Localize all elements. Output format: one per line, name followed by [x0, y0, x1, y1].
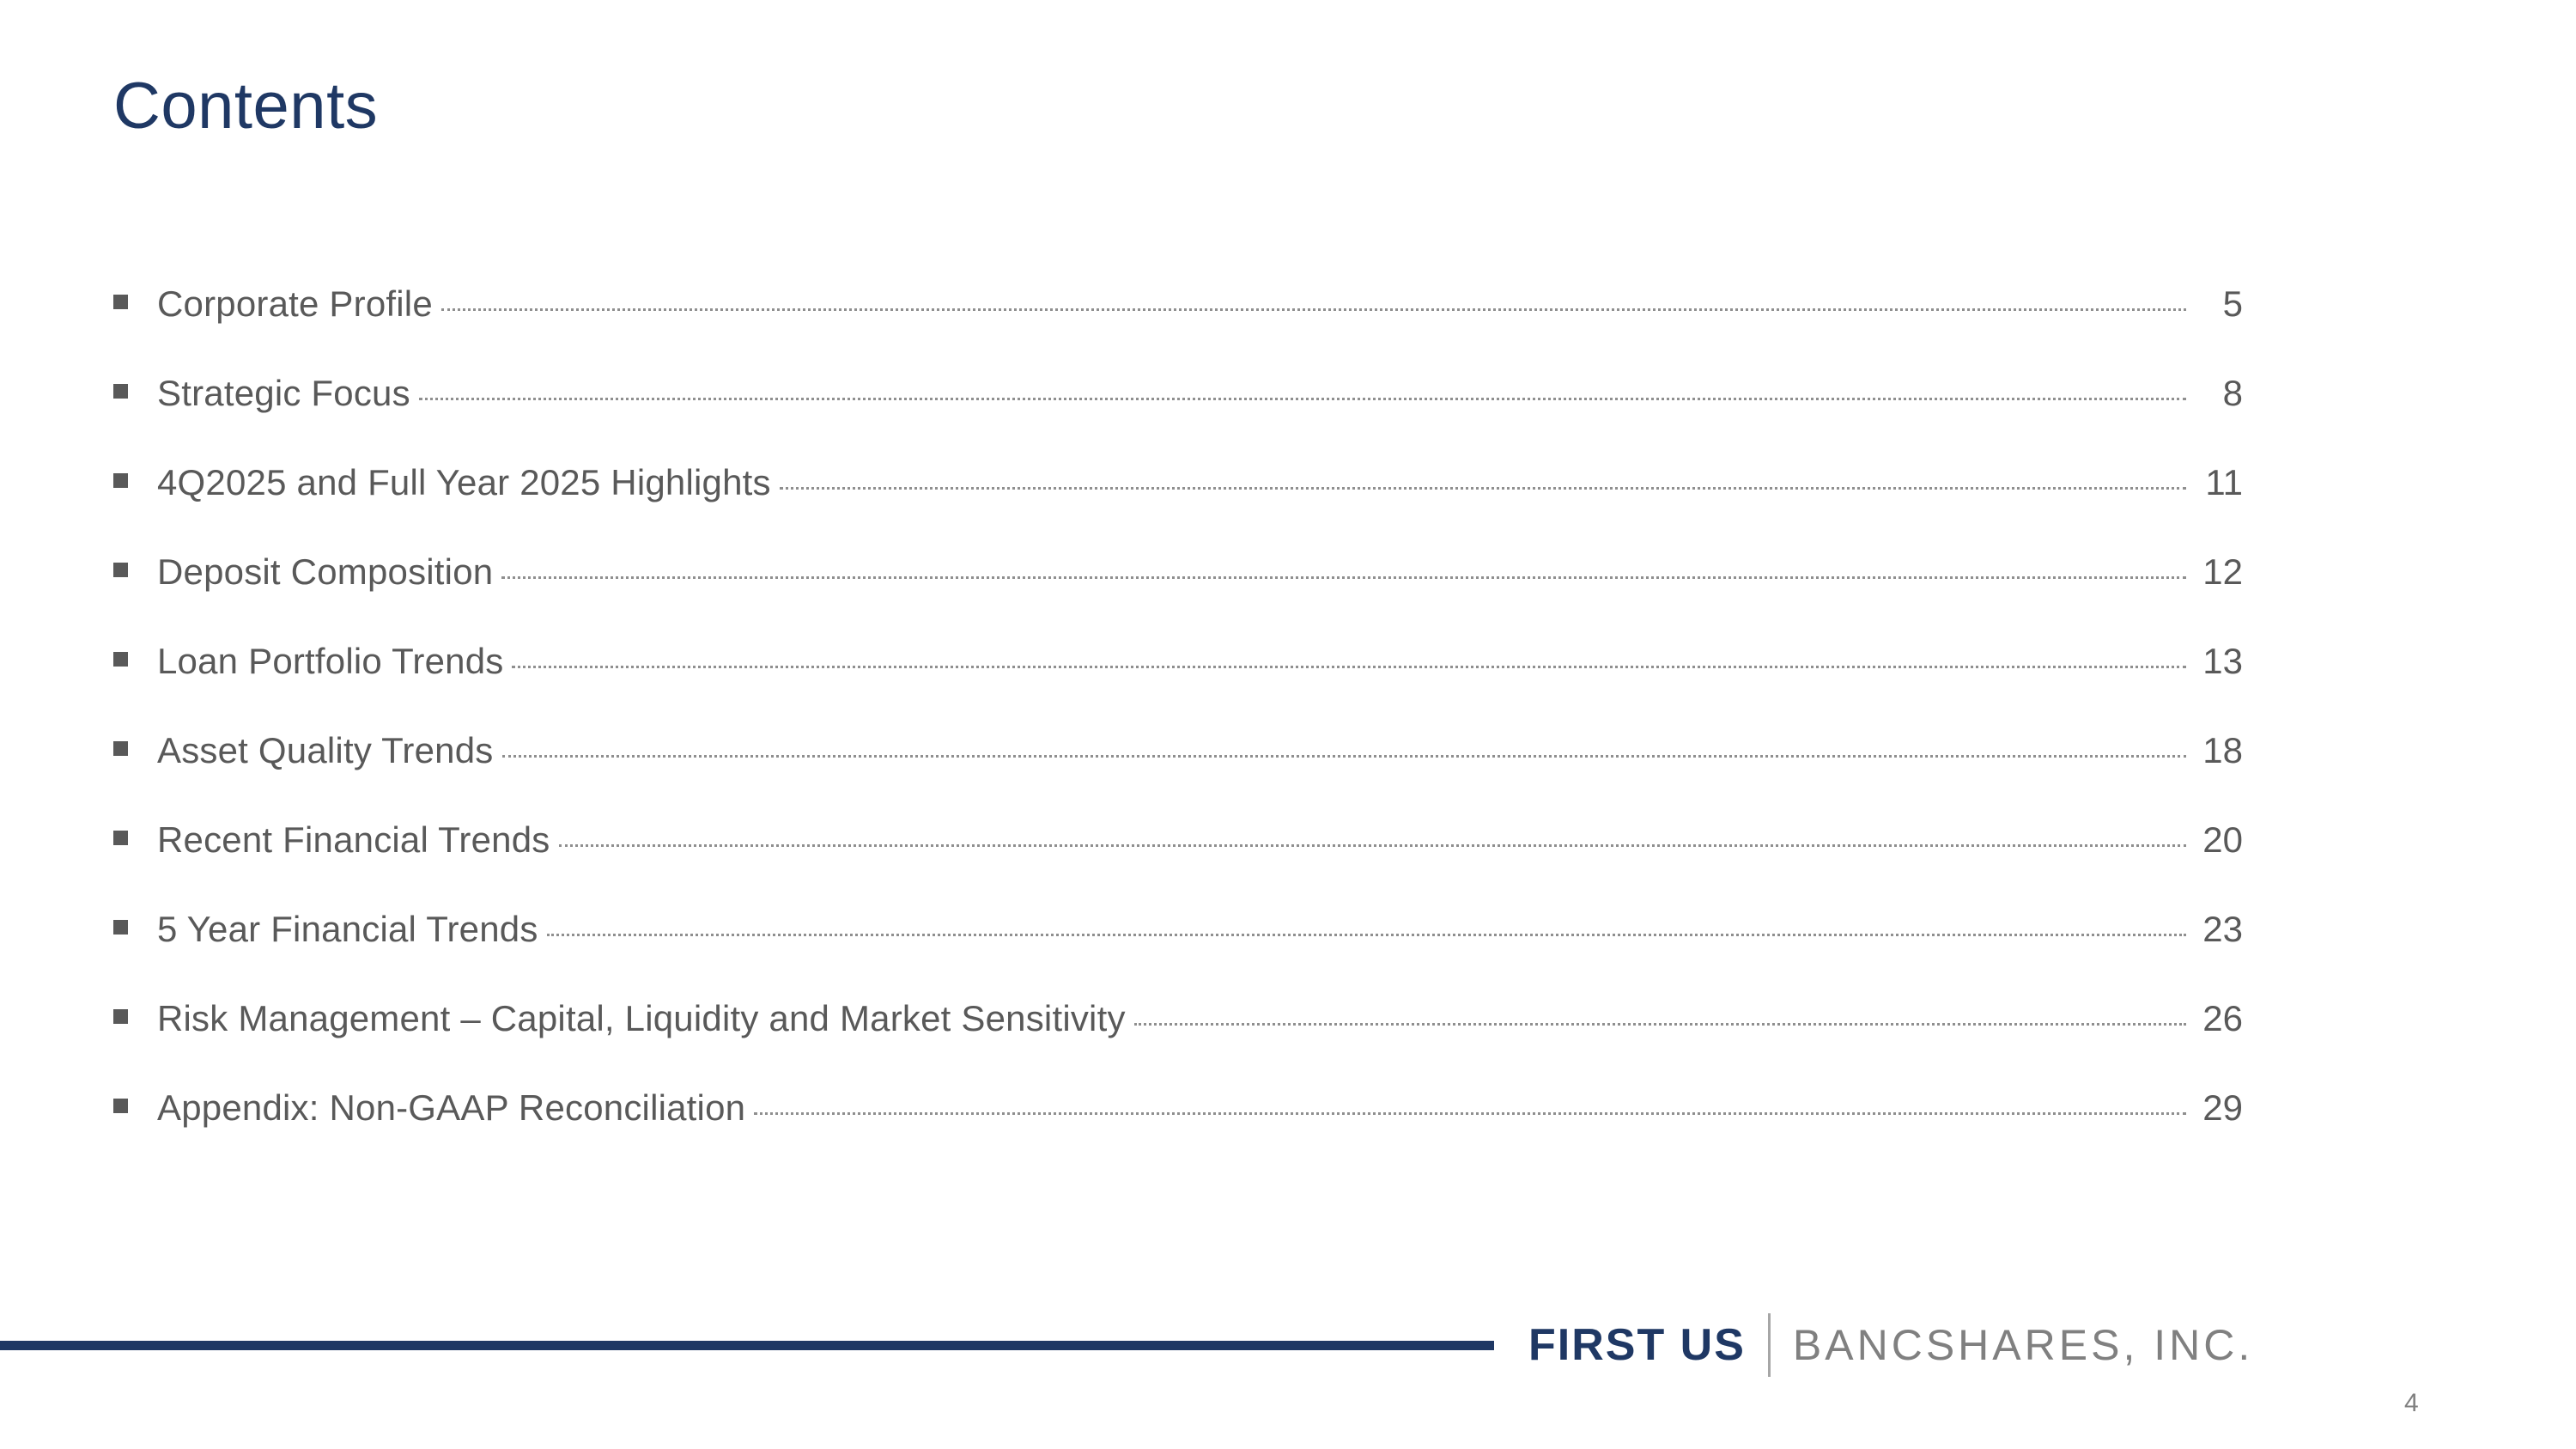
logo-separator	[1768, 1313, 1771, 1377]
toc-entry-label: Appendix: Non-GAAP Reconciliation	[157, 1087, 746, 1128]
footer-divider	[0, 1341, 1494, 1350]
list-item[interactable]	[113, 641, 2243, 730]
toc-entry-page: 12	[2202, 551, 2243, 592]
square-bullet-icon	[113, 563, 128, 577]
square-bullet-icon	[113, 652, 128, 667]
dot-leader	[512, 666, 2186, 668]
dot-leader	[547, 934, 2186, 936]
page-number: 4	[2404, 1389, 2419, 1417]
toc-entry-label: Strategic Focus	[157, 373, 410, 413]
list-item[interactable]	[113, 998, 2243, 1087]
toc-entry-label: Corporate Profile	[157, 283, 433, 324]
logo-primary-text: FIRST US	[1528, 1320, 1746, 1370]
list-item[interactable]	[113, 819, 2243, 909]
toc-entry-label: 5 Year Financial Trends	[157, 909, 538, 949]
toc-entry-page: 5	[2222, 283, 2243, 324]
toc-entry-label: Risk Management – Capital, Liquidity and Market Sensitivity	[157, 998, 1126, 1038]
square-bullet-icon	[113, 920, 128, 935]
square-bullet-icon	[113, 473, 128, 488]
list-item[interactable]	[113, 551, 2243, 641]
list-item[interactable]	[113, 1087, 2243, 1177]
dot-leader	[559, 844, 2187, 847]
table-of-contents	[113, 283, 2243, 1177]
square-bullet-icon	[113, 1009, 128, 1024]
dot-leader	[501, 576, 2186, 579]
company-logo	[1528, 1312, 2253, 1378]
dot-leader	[441, 308, 2186, 311]
dot-leader	[754, 1112, 2186, 1115]
toc-entry-page: 13	[2202, 641, 2243, 681]
toc-entry-page: 11	[2205, 462, 2243, 502]
toc-entry-page: 18	[2202, 730, 2243, 770]
square-bullet-icon	[113, 741, 128, 756]
dot-leader	[502, 755, 2187, 758]
list-item[interactable]	[113, 373, 2243, 462]
toc-entry-label: Deposit Composition	[157, 551, 494, 592]
logo-secondary-text: BANCSHARES, INC.	[1792, 1321, 2254, 1369]
toc-entry-label: 4Q2025 and Full Year 2025 Highlights	[157, 462, 771, 502]
list-item[interactable]	[113, 283, 2243, 373]
toc-entry-label: Recent Financial Trends	[157, 819, 550, 860]
square-bullet-icon	[113, 831, 128, 845]
toc-entry-page: 23	[2202, 909, 2243, 949]
toc-entry-label: Loan Portfolio Trends	[157, 641, 504, 681]
toc-entry-page: 8	[2222, 373, 2243, 413]
dot-leader	[780, 487, 2186, 490]
square-bullet-icon	[113, 384, 128, 399]
toc-entry-label: Asset Quality Trends	[157, 730, 494, 770]
toc-entry-page: 29	[2202, 1087, 2243, 1128]
list-item[interactable]	[113, 909, 2243, 998]
toc-entry-page: 26	[2202, 998, 2243, 1038]
dot-leader	[1134, 1023, 2186, 1026]
toc-entry-page: 20	[2202, 819, 2243, 860]
list-item[interactable]	[113, 730, 2243, 819]
square-bullet-icon	[113, 1099, 128, 1113]
dot-leader	[419, 398, 2186, 400]
square-bullet-icon	[113, 295, 128, 309]
list-item[interactable]	[113, 462, 2243, 551]
page-title: Contents	[113, 70, 379, 143]
